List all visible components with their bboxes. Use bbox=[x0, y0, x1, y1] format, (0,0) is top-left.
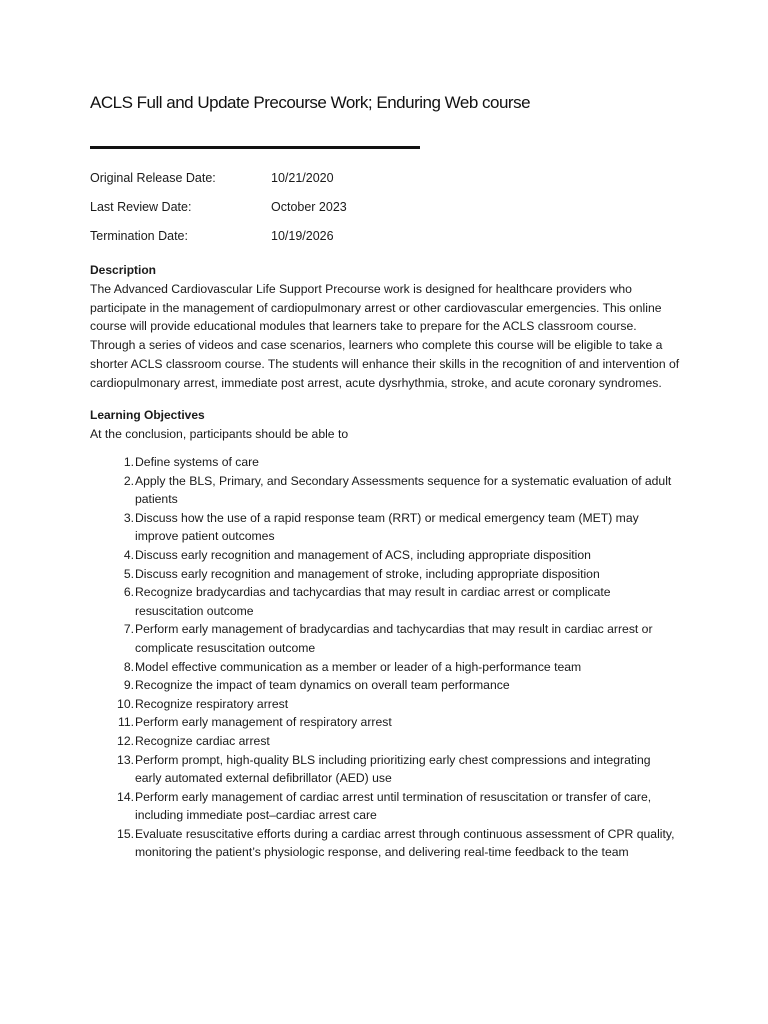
objectives-list bbox=[90, 453, 682, 862]
item-number: 5. bbox=[123, 566, 134, 581]
item-text: Apply the BLS, Primary, and Secondary Assessments sequence for a systematic evaluation of adult patients bbox=[135, 473, 672, 507]
item-number: 7. bbox=[123, 622, 134, 637]
list-item bbox=[90, 676, 682, 695]
list-item bbox=[90, 583, 682, 620]
meta-row-release bbox=[90, 168, 690, 197]
item-number: 10. bbox=[117, 696, 134, 711]
objectives-heading: Learning Objectives bbox=[90, 408, 205, 422]
meta-value: 10/19/2026 bbox=[271, 229, 334, 243]
item-number: 15. bbox=[117, 826, 134, 841]
item-text: Recognize respiratory arrest bbox=[135, 696, 289, 711]
item-number: 6. bbox=[123, 585, 134, 600]
list-item bbox=[90, 620, 682, 657]
item-text: Evaluate resuscitative efforts during a cardiac arrest through continuous assessment of CPR quality, monitoring the patient’s physiologic response, and delivering real-time feedback to the team bbox=[135, 826, 675, 860]
item-number: 13. bbox=[117, 752, 134, 767]
item-text: Discuss early recognition and management of stroke, including appropriate disposition bbox=[135, 566, 600, 581]
list-item bbox=[90, 472, 682, 509]
item-text: Recognize the impact of team dynamics on overall team performance bbox=[135, 678, 510, 693]
item-text: Discuss early recognition and management of ACS, including appropriate disposition bbox=[135, 547, 591, 562]
item-number: 14. bbox=[117, 789, 134, 804]
item-text: Recognize bradycardias and tachycardias that may result in cardiac arrest or complicate resuscitation outcome bbox=[135, 585, 611, 618]
item-text: Discuss how the use of a rapid response team (RRT) or medical emergency team (MET) may improve patient outcomes bbox=[135, 510, 639, 544]
description-text: The Advanced Cardiovascular Life Support Precourse work is designed for healthcare providers who participate in the management of cardiopulmonary arrest or other cardiovascular emergencies. This online course will provide educational modules that learners take to prepare for the ACLS classroom course. Through a series of videos and case scenarios, learners who complete this course will be eligible to take a shorter ACLS classroom course. The students will enhance their skills in the recognition of and intervention of cardiopulmonary arrest, immediate post arrest, acute dysrhythmia, stroke, and acute coronary syndromes. bbox=[90, 281, 680, 390]
list-item bbox=[90, 732, 682, 751]
item-number: 2. bbox=[123, 473, 134, 488]
list-item bbox=[90, 658, 682, 677]
item-text: Recognize cardiac arrest bbox=[135, 733, 270, 748]
item-text: Perform early management of bradycardias and tachycardias that may result in cardiac arrest or complicate resuscitation outcome bbox=[135, 622, 653, 655]
meta-label: Original Release Date: bbox=[90, 171, 216, 185]
description-heading: Description bbox=[90, 263, 157, 277]
meta-label: Termination Date: bbox=[90, 229, 188, 243]
list-item bbox=[90, 713, 682, 732]
description-section bbox=[90, 261, 682, 393]
item-number: 3. bbox=[123, 510, 134, 525]
item-number: 11. bbox=[117, 715, 134, 730]
item-text: Model effective communication as a member or leader of a high-performance team bbox=[135, 659, 582, 674]
item-number: 4. bbox=[123, 547, 134, 562]
item-number: 12. bbox=[117, 733, 134, 748]
list-item bbox=[90, 751, 682, 788]
item-text: Perform prompt, high-quality BLS including prioritizing early chest compressions and integrating early automated external defibrillator (AED) use bbox=[135, 752, 651, 786]
item-text: Define systems of care bbox=[135, 455, 259, 469]
learning-objectives-section bbox=[90, 406, 682, 444]
meta-value: October 2023 bbox=[271, 200, 347, 214]
objectives-intro: At the conclusion, participants should be able to bbox=[90, 426, 349, 441]
list-item bbox=[90, 825, 682, 862]
item-number: 8. bbox=[123, 659, 134, 674]
list-item bbox=[90, 695, 682, 714]
list-item bbox=[90, 565, 682, 584]
list-item bbox=[90, 453, 682, 472]
item-text: Perform early management of respiratory arrest bbox=[135, 715, 392, 730]
meta-label: Last Review Date: bbox=[90, 200, 192, 214]
meta-value: 10/21/2020 bbox=[271, 171, 334, 185]
meta-row-review bbox=[90, 197, 690, 226]
item-text: Perform early management of cardiac arrest until termination of resuscitation or transfer of care, including immediate post–cardiac arrest care bbox=[135, 789, 652, 823]
meta-row-termination bbox=[90, 226, 690, 255]
title-divider bbox=[90, 146, 420, 149]
date-info-table bbox=[90, 168, 690, 255]
item-number: 9. bbox=[123, 678, 134, 693]
list-item bbox=[90, 788, 682, 825]
list-item bbox=[90, 509, 682, 546]
document-title: ACLS Full and Update Precourse Work; Enduring Web course bbox=[90, 93, 531, 112]
item-number: 1. bbox=[123, 455, 134, 469]
list-item bbox=[90, 546, 682, 565]
